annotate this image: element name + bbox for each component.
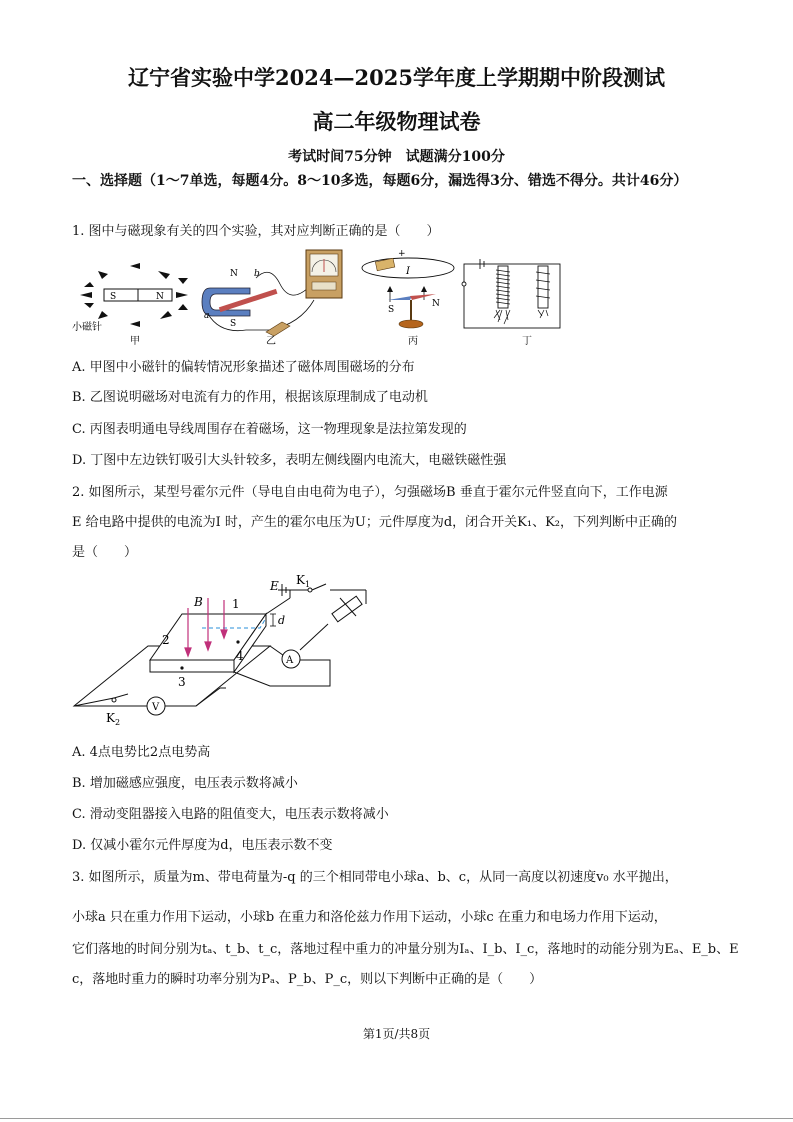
- wire-a-label: a: [204, 311, 210, 321]
- page-footer: 第1页/共8页: [362, 1027, 431, 1041]
- plus-sign: +: [398, 249, 406, 259]
- needle-south: [388, 296, 412, 300]
- magnet-n-label: N: [156, 292, 164, 302]
- q1-option-a: A. 甲图中小磁针的偏转情况形象描述了磁体周围磁场的分布: [72, 360, 415, 375]
- magnet-s-label: S: [110, 292, 117, 302]
- q2-label-e: E: [270, 579, 279, 593]
- wire-b-label: b: [254, 269, 260, 279]
- exam-info: 考试时间75分钟 试题满分100分: [288, 149, 505, 165]
- q2-label-4: 4: [236, 649, 244, 663]
- q2-stem-line2: E 给电路中提供的电流为I 时，产生的霍尔电压为U；元件厚度为d，闭合开关K₁、K₂，下列判断中正确的: [72, 515, 678, 530]
- figure-ding: [462, 259, 560, 347]
- q2-label-2: 2: [162, 633, 170, 647]
- bottom-divider: [0, 1118, 793, 1119]
- q2-option-d: D. 仅减小霍尔元件厚度为d，电压表示数不变: [72, 838, 333, 853]
- q2-label-b: B: [194, 595, 203, 609]
- q2-stem-line1: 2. 如图所示，某型号霍尔元件（导电自由电荷为电子），匀强磁场B 垂直于霍尔元件竖直向下，工作电源: [72, 485, 668, 500]
- q2-label-k1-sub: 1: [305, 580, 311, 589]
- q3-line3: 它们落地的时间分别为tₐ、t_b、t_c，落地过程中重力的冲量分别为Iₐ、I_b、I_c，落地时的动能分别为Eₐ、E_b、E: [72, 942, 739, 957]
- figure-yi: [202, 250, 342, 347]
- rheostat: [332, 596, 362, 622]
- q1-option-c: C. 丙图表明通电导线周围存在着磁场，这一物理现象是法拉第发现的: [72, 422, 467, 437]
- q1-stem: 1. 图中与磁现象有关的四个实验，其对应判断正确的是（ ）: [72, 224, 440, 239]
- q3-line2: 小球a 只在重力作用下运动，小球b 在重力和洛伦兹力作用下运动，小球c 在重力和电场力作用下运动，: [72, 910, 667, 925]
- q1-option-d: D. 丁图中左边铁钉吸引大头针较多，表明左侧线圈内电流大，电磁铁磁性强: [72, 453, 507, 468]
- needle-n-label: N: [432, 299, 440, 309]
- q2-label-3: 3: [178, 675, 186, 689]
- q2-option-c: C. 滑动变阻器接入电路的阻值变大，电压表示数将减小: [72, 807, 389, 822]
- small-needle-label: 小磁针: [72, 322, 102, 333]
- fig-label-jia: 甲: [130, 336, 140, 347]
- figure-jia: [72, 263, 188, 347]
- figure-bing: [362, 249, 454, 347]
- q2-stem-line3: 是（ ）: [72, 545, 138, 560]
- q2-option-b: B. 增加磁感应强度，电压表示数将减小: [72, 776, 298, 791]
- exam-title: 辽宁省实验中学2024—2025学年度上学期期中阶段测试: [128, 65, 665, 90]
- q3-line1: 3. 如图所示，质量为m、带电荷量为-q 的三个相同带电小球a、b、c，从同一高度以初速度v₀ 水平抛出，: [72, 870, 678, 885]
- needle-s-label: S: [388, 305, 395, 315]
- exam-subtitle: 高二年级物理试卷: [312, 109, 481, 134]
- q3-line4: c，落地时重力的瞬时功率分别为Pₐ、P_b、P_c，则以下判断中正确的是（ ）: [72, 972, 543, 987]
- q2-figure: [70, 570, 380, 730]
- q1-figure: [70, 244, 590, 350]
- q2-label-k2-sub: 2: [115, 718, 121, 727]
- fig-label-ding: 丁: [522, 336, 532, 347]
- q2-label-1: 1: [232, 597, 240, 611]
- switch: [266, 322, 290, 336]
- fig-label-bing: 丙: [408, 336, 418, 347]
- u-magnet-n-label: N: [230, 269, 238, 279]
- section1-heading: 一、选择题（1～7单选，每题4分。8～10多选，每题6分，漏选得3分、错选不得分。共计46分）: [72, 173, 688, 189]
- current-i-label: I: [406, 266, 410, 277]
- q1-option-b: B. 乙图说明磁场对电流有力的作用，根据该原理制成了电动机: [72, 390, 428, 405]
- fig-label-yi: 乙: [266, 336, 276, 347]
- q2-label-d: d: [278, 614, 286, 627]
- hall-element-front: [150, 660, 234, 672]
- q2-label-k1: K: [296, 573, 305, 587]
- q2-label-k2: K: [106, 711, 115, 725]
- q2-option-a: A. 4点电势比2点电势高: [72, 745, 211, 760]
- q2-label-voltmeter: V: [152, 702, 160, 713]
- u-magnet-s-label: S: [230, 319, 237, 329]
- q2-label-ammeter: A: [286, 655, 294, 666]
